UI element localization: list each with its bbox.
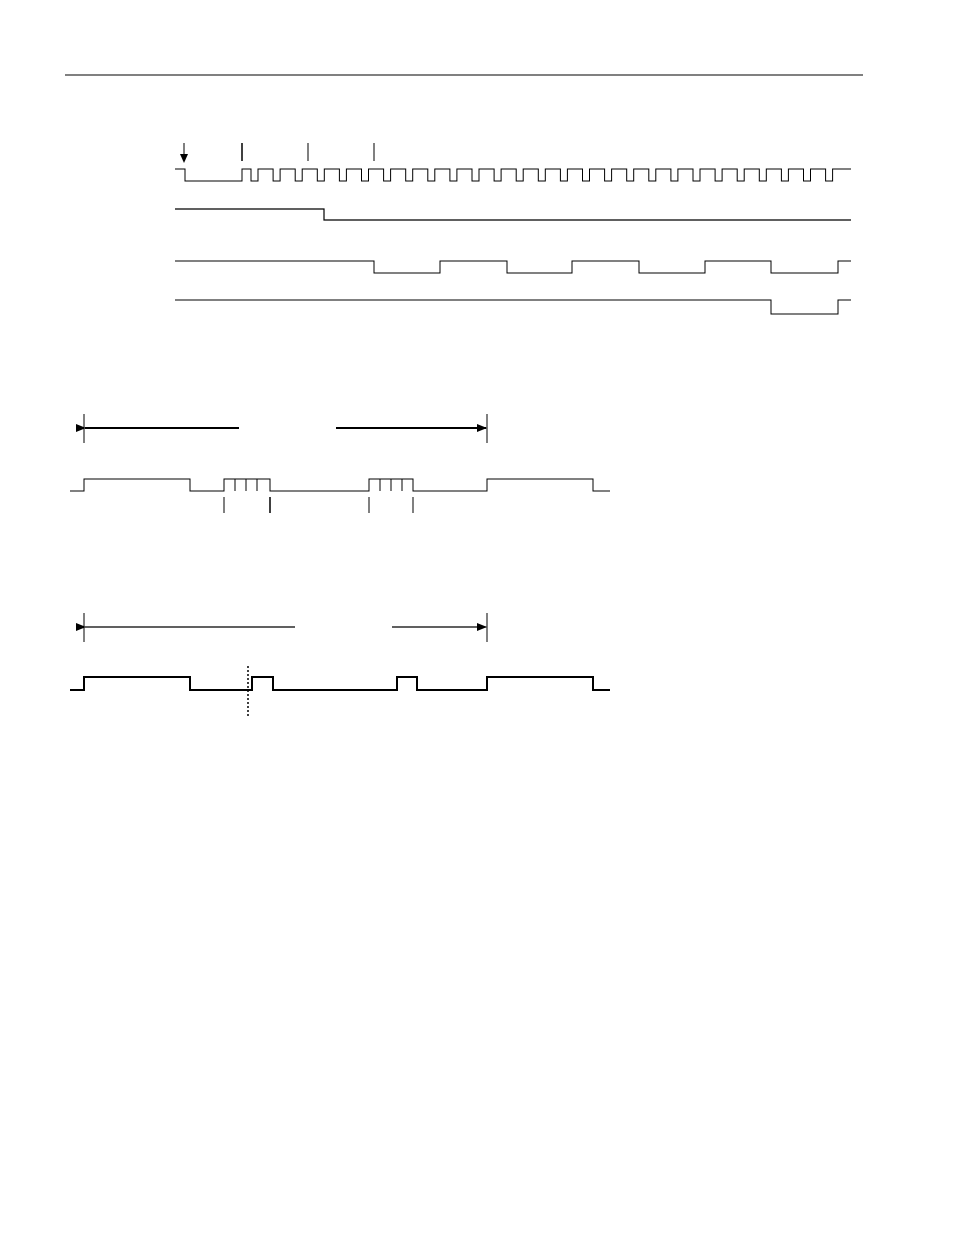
frame-waveform (70, 479, 610, 491)
signal-4-waveform (175, 300, 851, 314)
signal-3-waveform (175, 261, 851, 273)
timing-diagram-1 (175, 143, 851, 314)
timing-diagram-2 (70, 414, 610, 513)
pulse-waveform (70, 677, 610, 690)
timing-diagram-3 (70, 613, 610, 718)
start-arrow-head (180, 154, 188, 163)
clock-waveform (175, 169, 851, 181)
signal-2-waveform (175, 209, 851, 220)
